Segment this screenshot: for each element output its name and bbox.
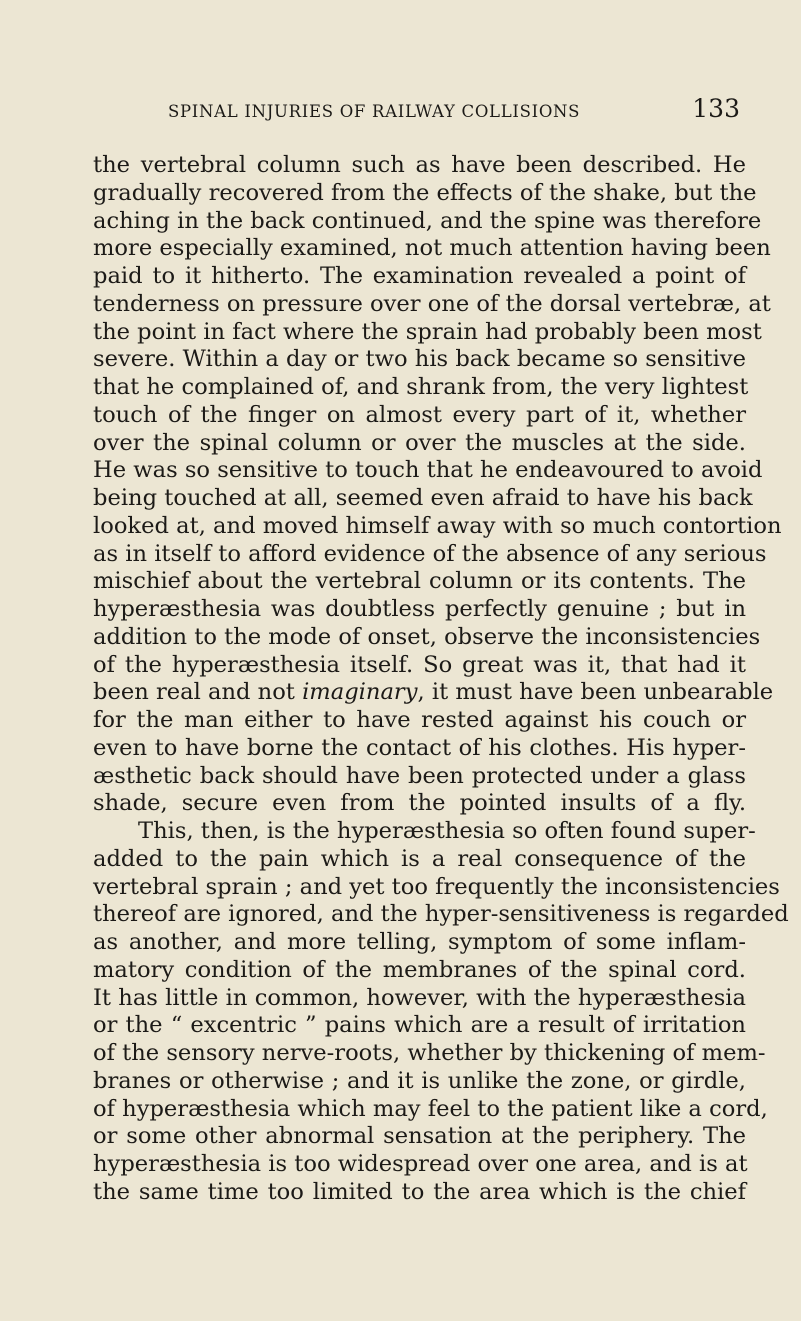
text-run: been real and not — [93, 679, 303, 706]
page-number: 133 — [692, 94, 740, 123]
text-line: He was so sensitive to touch that he endeavoured to avoid — [93, 457, 763, 484]
text-line: the point in fact where the sprain had probably been most — [93, 318, 762, 345]
text-line: vertebral sprain ; and yet too frequently the inconsistencies — [93, 873, 780, 900]
text-line: aching in the back continued, and the spine was therefore — [93, 207, 762, 234]
text-line: the vertebral column such as have been described. He — [93, 152, 746, 178]
text-line: of the sensory nerve-roots, whether by thickening of mem- — [93, 1040, 766, 1066]
emphasis: imaginary — [302, 679, 418, 706]
text-line: or some other abnormal sensation at the periphery. The — [93, 1123, 746, 1150]
text-line: gradually recovered from the effects of the shake, but the — [93, 179, 757, 206]
running-title: SPINAL INJURIES OF RAILWAY COLLISIONS — [168, 102, 581, 121]
text-line: for the man either to have rested against his couch or — [93, 707, 746, 733]
text-line: branes or otherwise ; and it is unlike the zone, or girdle, — [93, 1067, 746, 1094]
body-text — [93, 152, 789, 1207]
text-line: of the hyperæsthesia itself. So great was it, that had it — [93, 651, 746, 678]
text-line — [93, 679, 774, 707]
text-line: hyperæsthesia was doubtless perfectly genuine ; but in — [93, 596, 746, 622]
text-line: added to the pain which is a real consequence of the — [93, 845, 746, 872]
text-line: the same time too limited to the area which is the chief — [93, 1178, 746, 1205]
text-line: as in itself to afford evidence of the absence of any serious — [93, 540, 767, 567]
text-line: shade, secure even from the pointed insults of a fly. — [93, 790, 746, 817]
text-line: It has little in common, however, with the hyperæsthesia — [93, 984, 746, 1011]
text-line: thereof are ignored, and the hyper-sensitiveness is regarded — [93, 901, 789, 928]
text-line: severe. Within a day or two his back became so sensitive — [93, 346, 746, 373]
text-line: looked at, and moved himself away with so much contortion — [93, 512, 782, 539]
text-line: æsthetic back should have been protected under a glass — [93, 762, 746, 789]
text-line: paid to it hitherto. The examination revealed a point of — [93, 263, 746, 289]
text-line: This, then, is the hyperæsthesia so often found super- — [138, 818, 756, 844]
text-line: being touched at all, seemed even afraid to have his back — [93, 485, 753, 511]
text-run: , it must have been unbearable — [417, 679, 774, 706]
page-header — [168, 92, 740, 132]
text-line: mischief about the vertebral column or its contents. The — [93, 568, 746, 595]
text-line: even to have borne the contact of his clothes. His hyper- — [93, 734, 746, 761]
text-line: hyperæsthesia is too widespread over one area, and is at — [93, 1151, 748, 1177]
text-line: matory condition of the membranes of the spinal cord. — [93, 956, 746, 983]
text-line: of hyperæsthesia which may feel to the patient like a cord, — [93, 1095, 768, 1122]
text-line: addition to the mode of onset, observe the inconsistencies — [93, 623, 761, 650]
text-line: as another, and more telling, symptom of some inflam- — [93, 929, 746, 955]
text-line: or the “ excentric ” pains which are a result of irritation — [93, 1012, 746, 1039]
text-line: touch of the finger on almost every part of it, whether — [93, 401, 746, 428]
text-line: tenderness on pressure over one of the dorsal vertebræ, at — [93, 290, 771, 317]
text-line: over the spinal column or over the muscles at the side. — [93, 429, 746, 456]
text-line: that he complained of, and shrank from, the very lightest — [93, 374, 749, 400]
text-line: more especially examined, not much attention having been — [93, 235, 771, 262]
